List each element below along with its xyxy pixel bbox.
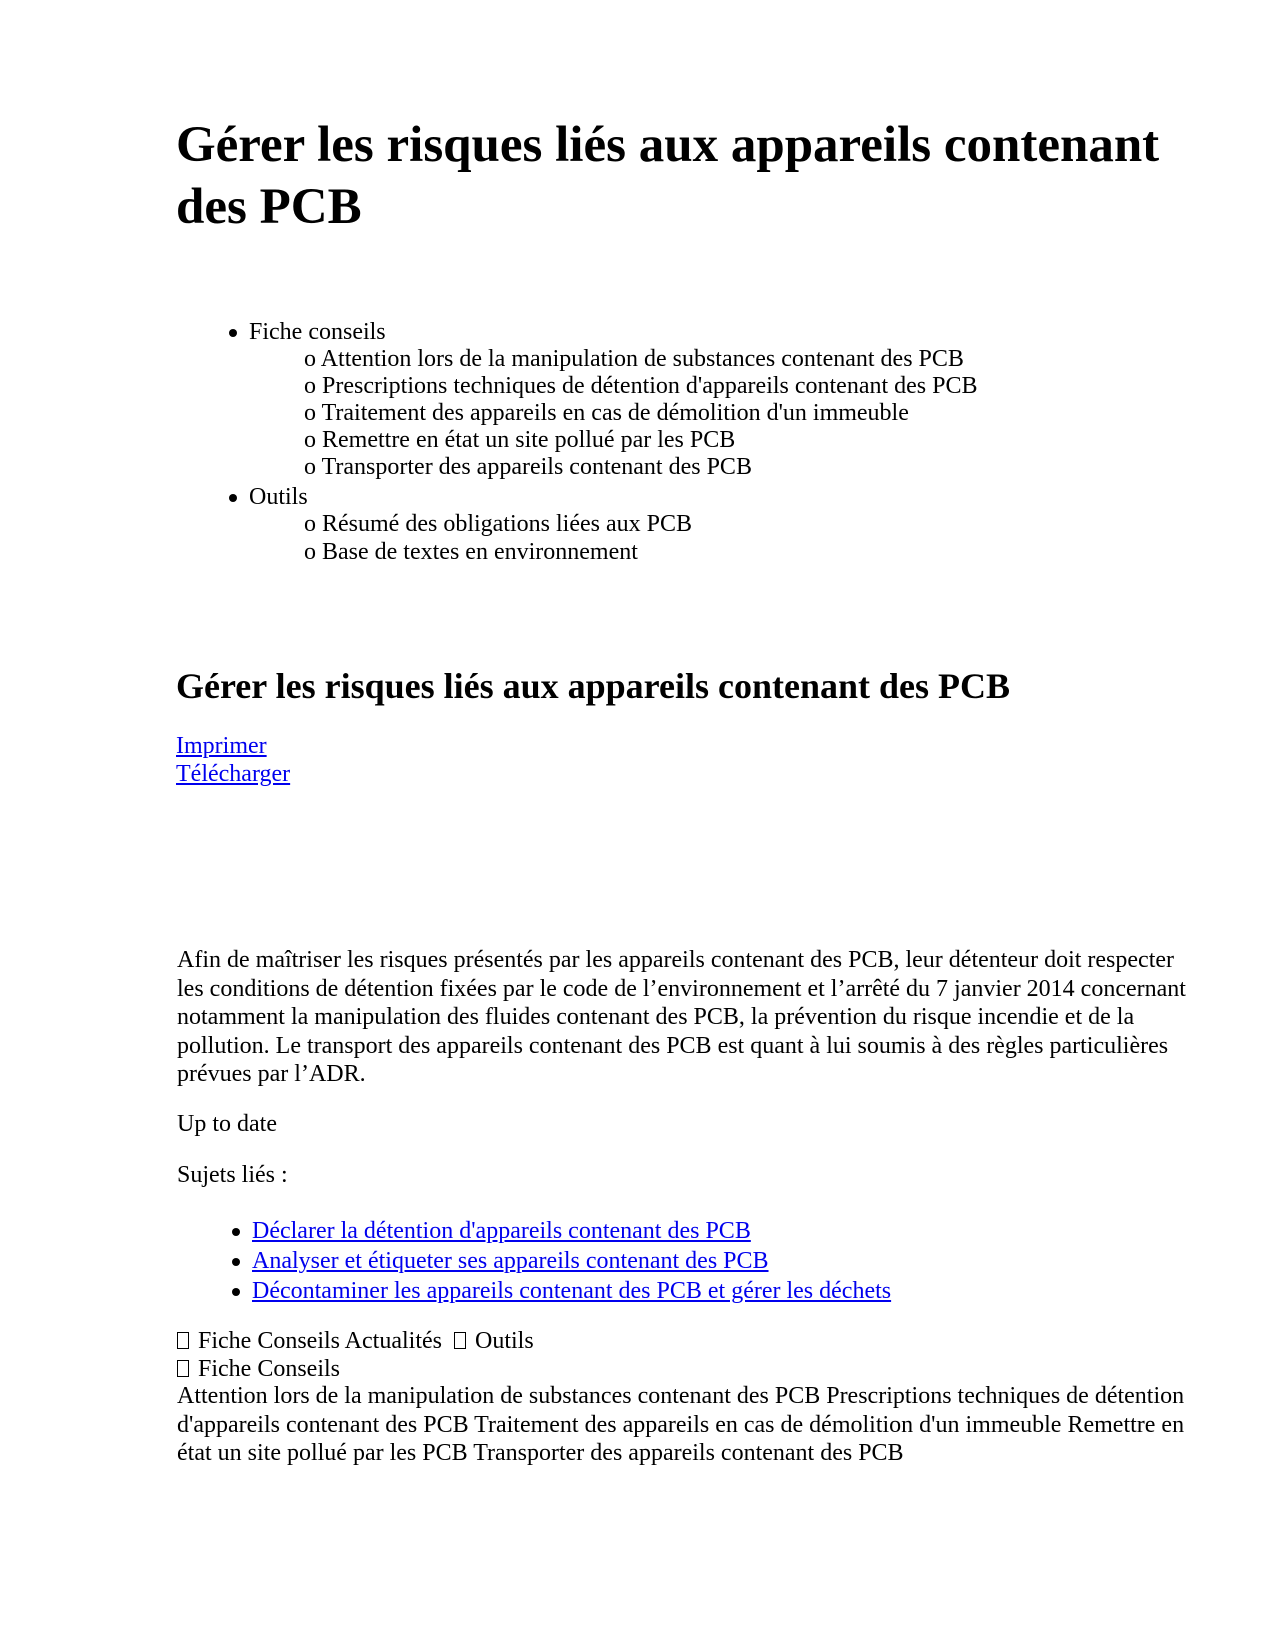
list-item (252, 1276, 891, 1306)
panel-title[interactable]: Fiche Conseils (198, 1356, 340, 1382)
toc-subitem[interactable] (304, 345, 964, 373)
toc-subitem[interactable] (304, 538, 638, 566)
section-title: Gérer les risques liés aux appareils contenant des PCB (176, 666, 1011, 706)
circle-bullet-icon: o (304, 346, 316, 372)
tab-outils[interactable]: Outils (474, 1328, 534, 1354)
download-link[interactable]: Télécharger (176, 761, 291, 787)
toc-subitem[interactable] (304, 399, 909, 427)
related-heading: Sujets liés : (177, 1162, 288, 1188)
related-link[interactable]: Analyser et étiqueter ses appareils contenant des PCB (252, 1248, 769, 1274)
status-text: Up to date (177, 1111, 277, 1137)
circle-bullet-icon: o (304, 539, 316, 565)
bullet-icon (232, 1288, 240, 1296)
tab-fiche-conseils-actualites[interactable]: Fiche Conseils Actualités (198, 1328, 442, 1354)
toc-sublabel: Base de textes en environnement (322, 539, 638, 565)
print-link[interactable]: Imprimer (176, 733, 267, 759)
toc-label: Outils (249, 484, 308, 510)
list-item (252, 1216, 751, 1246)
circle-bullet-icon: o (304, 400, 316, 426)
toc-item-outils[interactable] (249, 483, 308, 511)
circle-bullet-icon: o (304, 454, 316, 480)
circle-bullet-icon: o (304, 373, 316, 399)
intro-paragraph: Afin de maîtriser les risques présentés par les appareils contenant des PCB, leur détenteur doit respecter les conditions de détention fixées par le code de l’environnement et l’arrêté du 7 janvier 2014 concernant notamment la manipulation des fluides contenant des PCB, la prévention du risque incendie et de la pollution. Le transport des appareils contenant des PCB est quant à lui soumis à des règles particulières prévues par l’ADR. (177, 947, 1186, 1087)
missing-glyph-icon (177, 1360, 189, 1377)
toc-sublabel: Résumé des obligations liées aux PCB (322, 511, 692, 537)
toc-subitem[interactable] (304, 426, 735, 454)
toc-sublabel: Traitement des appareils en cas de démolition d'un immeuble (321, 400, 909, 426)
toc-sublabel: Prescriptions techniques de détention d'appareils contenant des PCB (322, 373, 978, 399)
footer-panel-header (177, 1355, 340, 1383)
missing-glyph-icon (454, 1332, 466, 1349)
related-link[interactable]: Déclarer la détention d'appareils contenant des PCB (252, 1218, 751, 1244)
toc-subitem[interactable] (304, 510, 692, 538)
toc-item-fiche-conseils[interactable] (249, 318, 386, 346)
footer-tabs (177, 1327, 534, 1355)
toc-subitem[interactable] (304, 453, 752, 481)
toc-label: Fiche conseils (249, 319, 386, 345)
toc-sublabel: Remettre en état un site pollué par les PCB (322, 427, 736, 453)
bullet-icon (229, 494, 237, 502)
footer-panel-text: Attention lors de la manipulation de substances contenant des PCB Prescriptions techniques de détention d'appareils contenant des PCB Traitement des appareils en cas de démolition d'un immeuble Remettre en état un site pollué par les PCB Transporter des appareils contenant des PCB (177, 1383, 1185, 1466)
toc-subitem[interactable] (304, 372, 978, 400)
missing-glyph-icon (177, 1332, 189, 1349)
page-title: Gérer les risques liés aux appareils contenant des PCB (176, 117, 1160, 235)
toc-sublabel: Attention lors de la manipulation de substances contenant des PCB (320, 346, 964, 372)
bullet-icon (232, 1258, 240, 1266)
toc-sublabel: Transporter des appareils contenant des PCB (321, 454, 752, 480)
list-item (252, 1246, 769, 1276)
bullet-icon (232, 1228, 240, 1236)
circle-bullet-icon: o (304, 427, 316, 453)
circle-bullet-icon: o (304, 511, 316, 537)
related-link[interactable]: Décontaminer les appareils contenant des PCB et gérer les déchets (252, 1278, 892, 1304)
bullet-icon (229, 329, 237, 337)
